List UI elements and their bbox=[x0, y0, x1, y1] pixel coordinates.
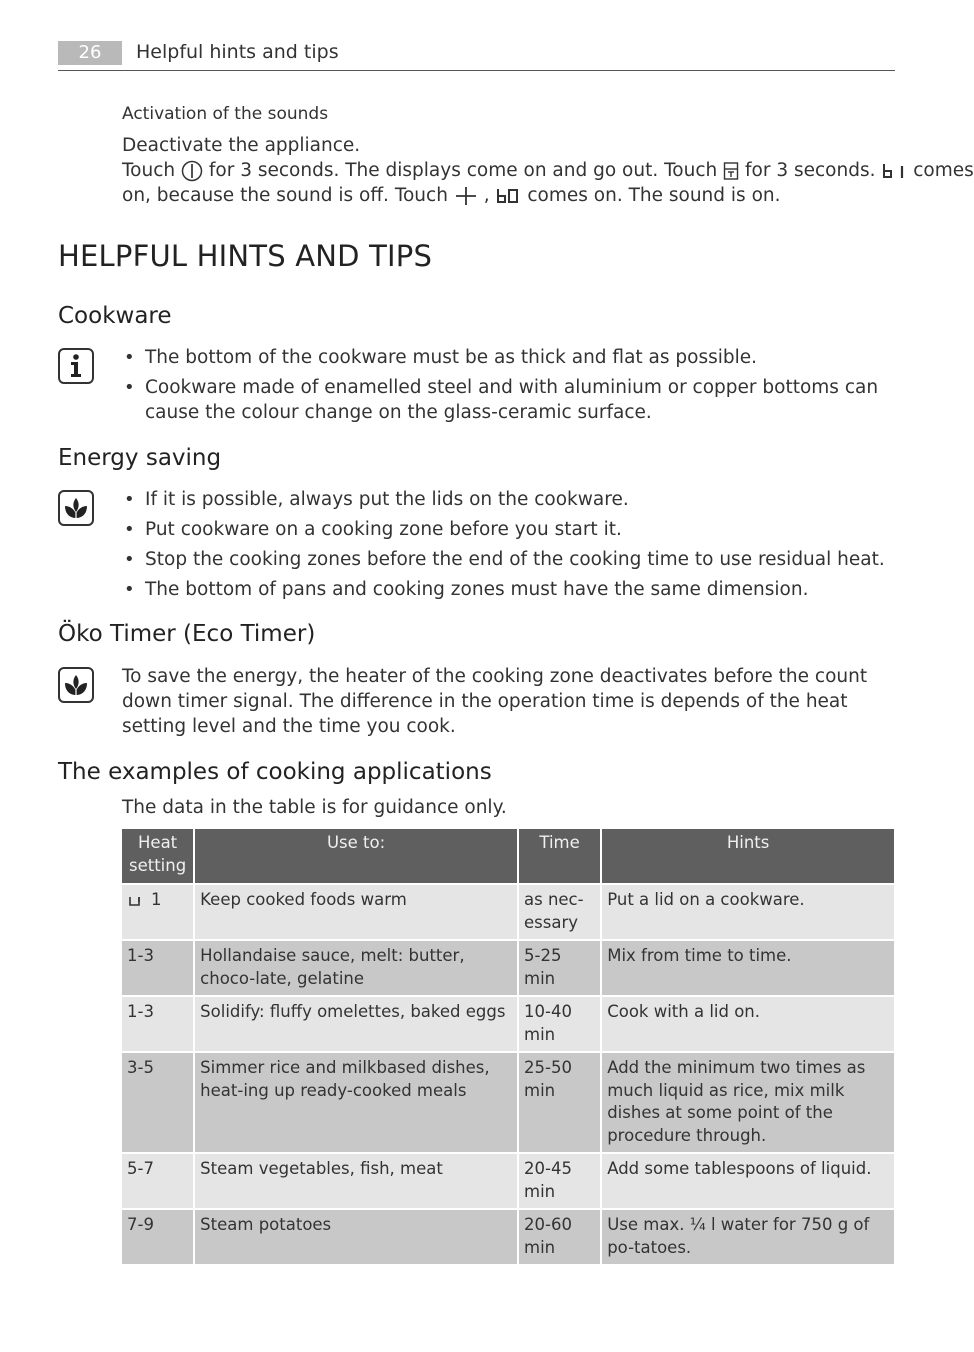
keep-warm-icon bbox=[127, 894, 145, 908]
examples-heading: The examples of cooking applications bbox=[58, 759, 492, 785]
sounds-line-2 bbox=[122, 158, 974, 183]
energy-heading: Energy saving bbox=[58, 445, 222, 471]
eco-timer-heading: Öko Timer (Eco Timer) bbox=[58, 621, 316, 647]
energy-list bbox=[122, 487, 897, 602]
table-header-row bbox=[122, 829, 894, 883]
heat-cell: 5-7 bbox=[122, 1154, 193, 1208]
heat-value: 1 bbox=[151, 890, 162, 909]
time-cell: 20-60 min bbox=[519, 1210, 600, 1264]
eco-leaf-icon bbox=[58, 667, 94, 703]
time-cell: 25-50 min bbox=[519, 1053, 600, 1152]
lock-key-icon bbox=[723, 161, 739, 181]
use-cell: Solidify: fluffy omelettes, baked eggs bbox=[195, 997, 517, 1051]
header-divider bbox=[58, 70, 895, 71]
hints-cell: Use max. ¼ l water for 750 g of po-tatoes. bbox=[602, 1210, 894, 1264]
heat-cell: 1-3 bbox=[122, 997, 193, 1051]
time-cell: as nec-essary bbox=[519, 885, 600, 939]
hints-cell: Mix from time to time. bbox=[602, 941, 894, 995]
sounds-seg-4: comes bbox=[913, 160, 974, 181]
page-number: 26 bbox=[58, 41, 122, 65]
use-cell: Steam potatoes bbox=[195, 1210, 517, 1264]
use-cell: Keep cooked foods warm bbox=[195, 885, 517, 939]
eco-timer-text: To save the energy, the heater of the cooking zone deactivates before the count down timer signal. The difference in the operation time is depends of the heat setting level and the time you cook. bbox=[122, 666, 868, 737]
power-icon bbox=[181, 160, 203, 182]
eco-leaf-icon bbox=[58, 490, 94, 526]
time-cell: 10-40 min bbox=[519, 997, 600, 1051]
list-item: • Put cookware on a cooking zone before you start it. bbox=[122, 517, 897, 542]
hints-cell: Cook with a lid on. bbox=[602, 997, 894, 1051]
list-item: • Cookware made of enamelled steel and with aluminium or copper bottoms can cause the colour change on the glass-ceramic surface. bbox=[122, 375, 897, 425]
heat-cell: 7-9 bbox=[122, 1210, 193, 1264]
sounds-seg-3: for 3 seconds. bbox=[745, 160, 876, 181]
sounds-line-3 bbox=[122, 183, 897, 208]
heat-cell: 1-3 bbox=[122, 941, 193, 995]
plus-icon bbox=[454, 186, 478, 206]
sounds-seg-7: comes on. The sound is on. bbox=[527, 185, 781, 206]
page-title: HELPFUL HINTS AND TIPS bbox=[58, 239, 433, 273]
display-b1-icon bbox=[881, 162, 907, 180]
column-header: Time bbox=[519, 829, 600, 883]
use-cell: Steam vegetables, fish, meat bbox=[195, 1154, 517, 1208]
list-item: • Stop the cooking zones before the end of the cooking time to use residual heat. bbox=[122, 547, 897, 572]
time-cell: 5-25 min bbox=[519, 941, 600, 995]
hints-cell: Put a lid on a cookware. bbox=[602, 885, 894, 939]
use-cell: Hollandaise sauce, melt: butter, choco-late, gelatine bbox=[195, 941, 517, 995]
heat-cell: 3-5 bbox=[122, 1053, 193, 1152]
list-item: • If it is possible, always put the lids on the cookware. bbox=[122, 487, 897, 512]
use-cell: Simmer rice and milkbased dishes, heat-ing up ready-cooked meals bbox=[195, 1053, 517, 1152]
display-b0-icon bbox=[495, 187, 521, 205]
sounds-heading: Activation of the sounds bbox=[122, 104, 329, 124]
table-row bbox=[122, 1053, 894, 1152]
column-header: Heat setting bbox=[122, 829, 193, 883]
table-row bbox=[122, 1210, 894, 1264]
cookware-list bbox=[122, 345, 897, 425]
table-row bbox=[122, 1154, 894, 1208]
cooking-table bbox=[120, 827, 896, 1266]
examples-note: The data in the table is for guidance only. bbox=[122, 797, 507, 818]
hints-cell: Add some tablespoons of liquid. bbox=[602, 1154, 894, 1208]
sounds-seg-5: on, because the sound is off. Touch bbox=[122, 185, 448, 206]
info-icon bbox=[58, 348, 94, 384]
sounds-seg-6: , bbox=[483, 185, 490, 206]
column-header: Use to: bbox=[195, 829, 517, 883]
time-cell: 20-45 min bbox=[519, 1154, 600, 1208]
table-row bbox=[122, 885, 894, 939]
list-item: • The bottom of pans and cooking zones must have the same dimension. bbox=[122, 577, 897, 602]
sounds-line-1: Deactivate the appliance. bbox=[122, 135, 361, 156]
running-header: Helpful hints and tips bbox=[136, 41, 339, 63]
list-item: • The bottom of the cookware must be as thick and flat as possible. bbox=[122, 345, 897, 370]
column-header: Hints bbox=[602, 829, 894, 883]
sounds-seg-2: for 3 seconds. The displays come on and go out. Touch bbox=[208, 160, 718, 181]
hints-cell: Add the minimum two times as much liquid as rice, mix milk dishes at some point of the procedure through. bbox=[602, 1053, 894, 1152]
table-row bbox=[122, 997, 894, 1051]
cookware-heading: Cookware bbox=[58, 303, 172, 329]
sounds-instructions bbox=[122, 133, 974, 208]
sounds-seg-1: Touch bbox=[122, 160, 176, 181]
heat-cell bbox=[122, 885, 193, 939]
table-row bbox=[122, 941, 894, 995]
